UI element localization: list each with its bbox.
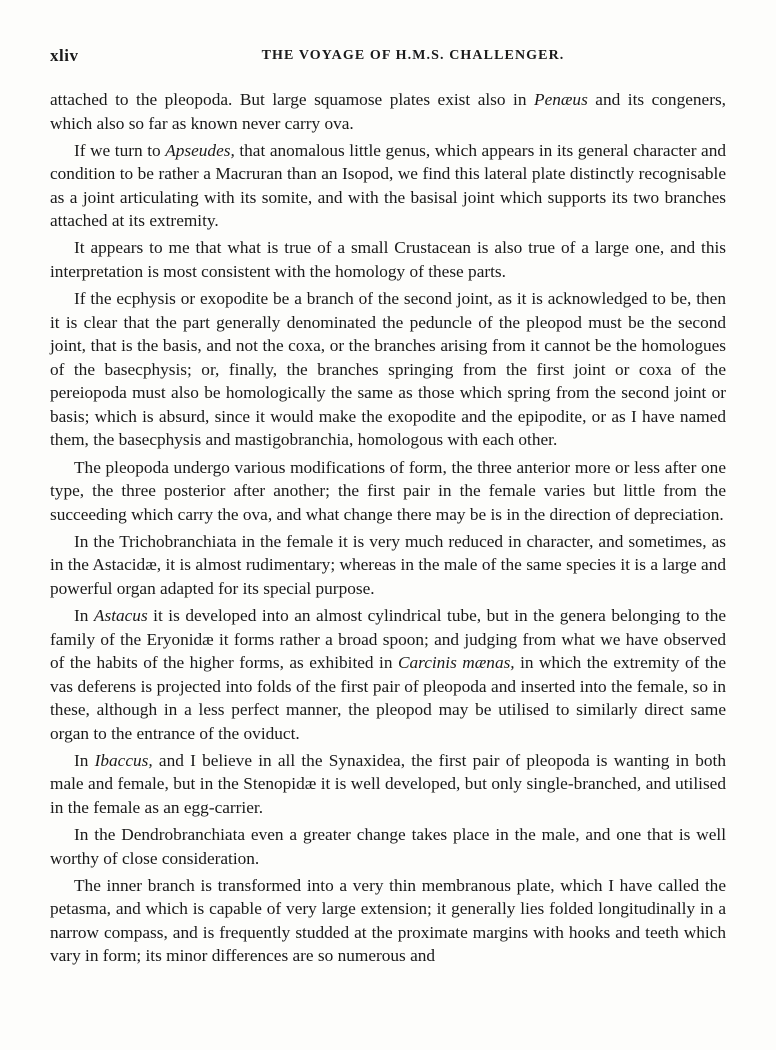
text-run: In bbox=[74, 606, 94, 626]
italic-term: Ibaccus, bbox=[94, 750, 153, 770]
paragraph bbox=[50, 456, 726, 527]
text-run: and I believe in all the Synaxidea, the first pair of pleopoda is wanting in both male and female, but in the Stenopidæ it is well developed, but only single-branched, and utilised in the female as an egg-carrier. bbox=[50, 750, 726, 818]
paragraph bbox=[50, 874, 726, 968]
italic-term: Apseudes, bbox=[165, 140, 235, 160]
text-run: The pleopoda undergo various modifications of form, the three anterior more or less after one type, the three posterior after another; the first pair in the female varies but little from the succeeding which carry the ova, and what change there may be is in the direction of depreciation. bbox=[50, 457, 726, 524]
text-run: and its congeners, which also so far as known never carry ova. bbox=[50, 90, 726, 133]
text-run: It appears to me that what is true of a small Crustacean is also true of a large one, and this interpretation is most consistent with the homology of these parts. bbox=[50, 238, 726, 282]
paragraph bbox=[50, 88, 726, 135]
italic-term: Astacus bbox=[93, 606, 148, 626]
text-run: that anomalous little genus, which appears in its general character and condition to be rather a Macruran than an Isopod, we find this lateral plate distinctly recognisable as a joint articulating with its somite, and with the basisal joint which supports its two branches attached at its extremity. bbox=[50, 140, 726, 231]
text-run: The inner branch is transformed into a very thin membranous plate, which I have called the petasma, and which is capable of very large extension; it generally lies folded longitudinally in a narrow compass, and is frequently studded at the proximate margins with hooks and teeth which vary in form; its minor differences are so numerous and bbox=[50, 875, 726, 966]
page-number: xliv bbox=[50, 46, 79, 65]
text-run: attached to the pleopoda. But large squamose plates exist also in bbox=[50, 90, 535, 109]
running-head bbox=[50, 46, 726, 70]
page-title: THE VOYAGE OF H.M.S. CHALLENGER. bbox=[261, 48, 565, 63]
text-run: If we turn to bbox=[74, 140, 166, 160]
text-run: in which the extremity of the vas deferens is projected into folds of the first pair of pleopoda and inserted into the female, so in these, although in a less perfect manner, the pleopod may be utilised to similarly direct same organ to the entrance of the oviduct. bbox=[50, 653, 726, 743]
italic-term: Carcinis mænas, bbox=[397, 653, 515, 673]
paragraph bbox=[50, 823, 726, 870]
text-run: If the ecphysis or exopodite be a branch of the second joint, as it is acknowledged to be, then it is clear that the part generally denominated the peduncle of the pleopod must be the second joint, that is the basis, and not the coxa, or the branches arising from it cannot be the homologues of the basecphysis; or, finally, the branches springing from the first joint or coxa of the pereiopoda must also be homologically the same as those which spring from the second joint or basis; which is absurd, since it would make the exopodite and the epipodite, or as I have named them, the basecphysis and mastigobranchia, homologous with each other. bbox=[50, 289, 726, 450]
text-run: In the Trichobranchiata in the female it is very much reduced in character, and sometimes, as in the Astacidæ, it is almost rudimentary; whereas in the male of the same species it is a large and powerful organ adapted for its special purpose. bbox=[50, 531, 726, 598]
paragraph bbox=[50, 604, 726, 745]
body-text bbox=[50, 88, 726, 972]
text-run: it is developed into an almost cylindrical tube, but in the genera belonging to the family of the Eryonidæ it forms rather a broad spoon; and judging from what we have observed of the habits of the higher forms, as exhibited in bbox=[50, 606, 726, 673]
text-run: In the Dendrobranchiata even a greater change takes place in the male, and one that is well worthy of close consideration. bbox=[50, 825, 726, 868]
paragraph bbox=[50, 139, 726, 233]
paragraph bbox=[50, 236, 726, 283]
text-run: In bbox=[74, 750, 95, 770]
paragraph bbox=[50, 287, 726, 452]
paragraph bbox=[50, 749, 726, 820]
paragraph bbox=[50, 530, 726, 601]
italic-term: Penæus bbox=[534, 90, 588, 109]
